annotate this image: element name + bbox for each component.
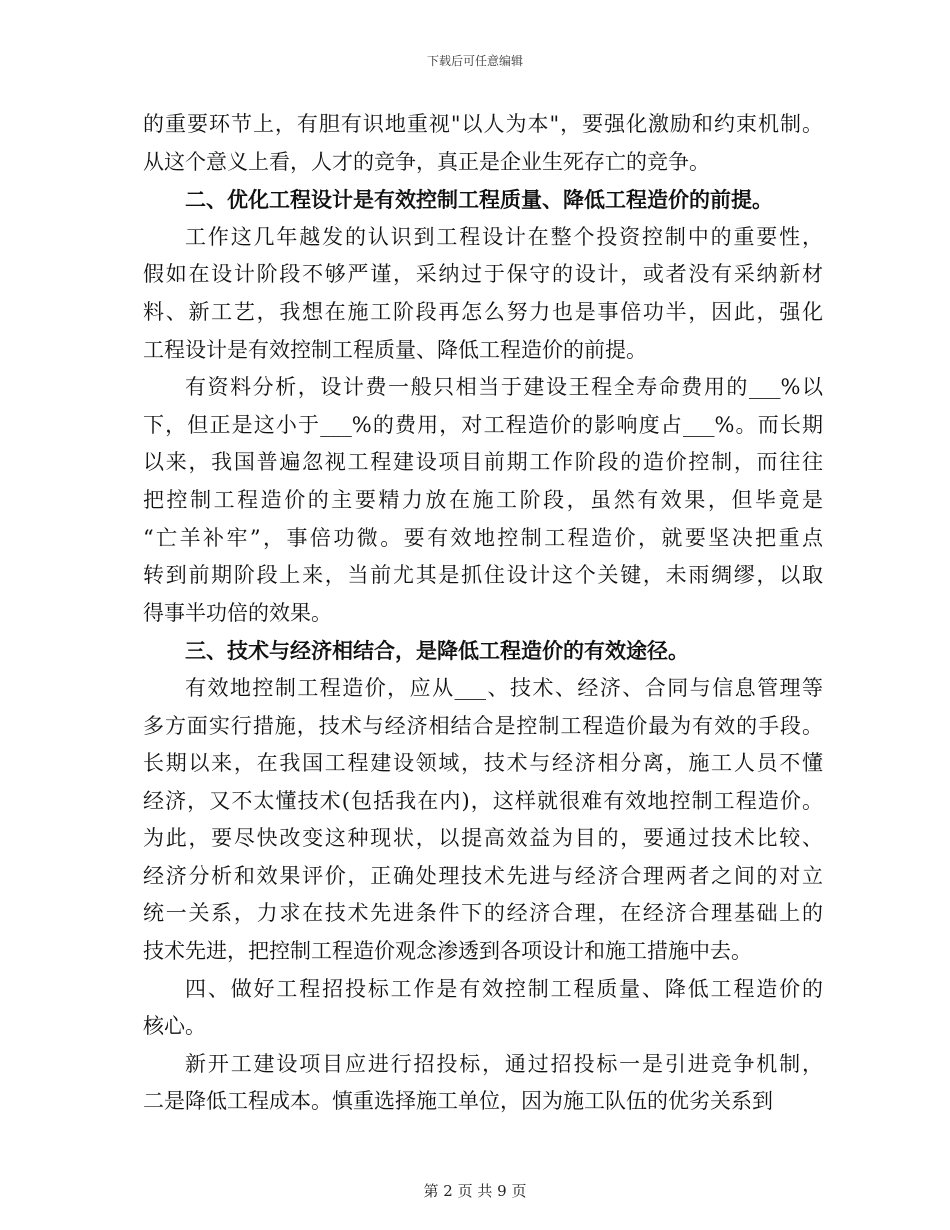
page-footer: 第 2 页 共 9 页 [423, 1182, 527, 1200]
paragraph-line: 从这个意义上看，人才的竞争，真正是企业生死存亡的竞争。 [143, 149, 710, 174]
paragraph-line: 转到前期阶段上来，当前尤其是抓住设计这个关键，未雨绸缪，以取 [143, 563, 823, 588]
paragraph-line: 把控制工程造价的主要精力放在施工阶段，虽然有效果，但毕竟是 [143, 487, 823, 512]
paragraph-line: 有资料分析，设计费一般只相当于建设王程全寿命费用的___%以 [185, 375, 823, 400]
paragraph-line: 的重要环节上，有胆有识地重视"以人为本"，要强化激励和约束机制。 [143, 112, 823, 136]
paragraph-line: 长期以来，在我国工程建设领域，技术与经济相分离，施工人员不懂 [143, 751, 823, 776]
paragraph-line: 经济分析和效果评价，正确处理技术先进与经济合理两者之间的对立 [143, 863, 823, 888]
paragraph-line: 多方面实行措施，技术与经济相结合是控制工程造价最为有效的手段。 [143, 713, 823, 738]
paragraph-line: 得事半功倍的效果。 [143, 600, 332, 625]
paragraph-line: 工作这几年越发的认识到工程设计在整个投资控制中的重要性， [185, 224, 823, 249]
paragraph-line: 为此，要尽快改变这种现状，以提高效益为目的，要通过技术比较、 [143, 826, 823, 851]
paragraph-line: 料、新工艺，我想在施工阶段再怎么努力也是事倍功半，因此，强化 [143, 299, 823, 324]
paragraph-line: 新开工建设项目应进行招投标，通过招投标一是引进竞争机制， [185, 1051, 823, 1076]
document-body [143, 106, 823, 1121]
paragraph-line: 以来，我国普遍忽视工程建设项目前期工作阶段的造价控制，而往往 [143, 450, 823, 475]
page-header: 下载后可任意编辑 [426, 54, 523, 68]
paragraph-line: 工程设计是有效控制工程质量、降低工程造价的前提。 [143, 337, 647, 362]
paragraph-line: 下，但正是这小于___%的费用，对工程造价的影响度占___%。而长期 [143, 412, 823, 437]
paragraph-line: 二是降低工程成本。慎重选择施工单位，因为施工队伍的优劣关系到 [143, 1089, 773, 1114]
paragraph-line: “亡羊补牢”，事倍功微。要有效地控制工程造价，就要坚决把重点 [143, 525, 823, 550]
paragraph-line: 四、做好工程招投标工作是有效控制工程质量、降低工程造价的 [185, 976, 823, 1001]
section-heading-line: 二、优化工程设计是有效控制工程质量、降低工程造价的前提。 [185, 187, 773, 213]
paragraph-line: 核心。 [143, 1014, 206, 1039]
paragraph-line: 统一关系，力求在技术先进条件下的经济合理，在经济合理基础上的 [143, 901, 823, 926]
paragraph-line: 经济，又不太懂技术(包括我在内)，这样就很难有效地控制工程造价。 [143, 788, 823, 813]
section-heading-line: 三、技术与经济相结合，是降低工程造价的有效途径。 [185, 638, 689, 664]
paragraph-line: 技术先进，把控制工程造价观念渗透到各项设计和施工措施中去。 [143, 939, 752, 964]
paragraph-line: 有效地控制工程造价，应从___、技术、经济、合同与信息管理等 [185, 675, 823, 700]
paragraph-line: 假如在设计阶段不够严谨，采纳过于保守的设计，或者没有采纳新材 [143, 262, 823, 287]
